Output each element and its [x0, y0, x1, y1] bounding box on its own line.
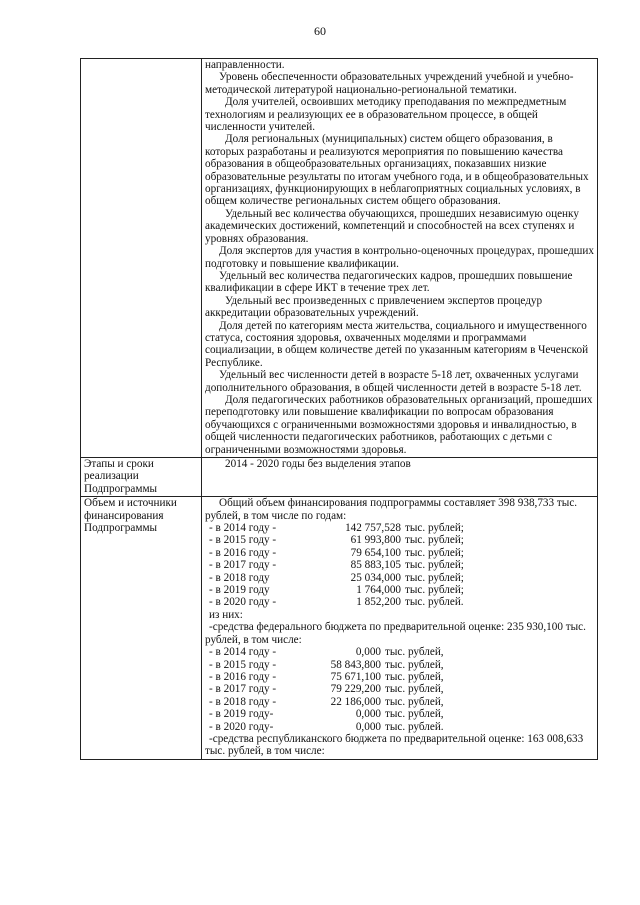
target-indicator-4: Удельный вес количества обучающихся, прошедших независимую оценку академических достижений, компетенций и способностей на всех ступенях и уровнях образования. [205, 207, 579, 245]
federal-year-year: - в 2016 году - [209, 670, 277, 683]
financing-year-year: - в 2017 году - [209, 559, 277, 572]
financing-year-year: - в 2020 году - [209, 596, 277, 609]
federal-year-row [205, 671, 594, 683]
federal-year-unit: тыс. рублей, [385, 646, 444, 659]
financing-of-them: из них: [209, 608, 243, 621]
targets-cell [202, 59, 598, 458]
target-indicator-6: Удельный вес количества педагогических кадров, прошедших повышение квалификации в сфере ИКТ в течение трех лет. [205, 269, 573, 295]
financing-year-unit: тыс. рублей; [405, 534, 464, 547]
federal-year-row [205, 646, 594, 658]
financing-year-amount: 1 852,200 [356, 596, 401, 609]
federal-year-amount: 22 186,000 [330, 695, 381, 708]
republic-intro: -средства республиканского бюджета по предварительной оценке: 163 008,633 тыс. рублей, в том числе: [205, 732, 584, 758]
target-indicator-2: Доля учителей, освоивших методику преподавания по межпредметным технологиям и реализующих ее в образовательном процессе, в общей численности учителей. [205, 96, 567, 134]
financing-year-year: - в 2016 году - [209, 546, 277, 559]
federal-year-amount: 0,000 [355, 646, 381, 659]
stages-value: 2014 - 2020 годы без выделения этапов [225, 458, 411, 470]
financing-year-year: - в 2018 году [209, 571, 270, 584]
target-indicator-1: Уровень обеспеченности образовательных учреждений учебной и учебно-методической литературой национально-региональной тематики. [205, 71, 574, 96]
federal-year-row [205, 696, 594, 708]
financing-label: Объем и источники финансирования Подпрограммы [81, 497, 202, 760]
subprogram-passport-table [80, 58, 598, 760]
financing-year-unit: тыс. рублей. [405, 596, 464, 609]
financing-year-year: - в 2014 году - [209, 522, 277, 535]
federal-year-unit: тыс. рублей, [385, 670, 444, 683]
financing-year-amount: 61 993,800 [350, 534, 401, 547]
financing-year-unit: тыс. рублей; [405, 584, 464, 597]
federal-year-unit: тыс. рублей, [385, 683, 444, 696]
targets-list [205, 71, 594, 456]
financing-year-amount: 79 654,100 [350, 546, 401, 559]
target-indicator-9: Удельный вес численности детей в возрасте 5-18 лет, охваченных услугами дополнительного образования, в общей численности детей в возрасте 5-18 лет. [205, 369, 582, 394]
target-indicator-7: Удельный вес произведенных с привлечением экспертов процедур аккредитации образовательных учреждений. [205, 294, 543, 320]
federal-year-unit: тыс. рублей, [385, 658, 444, 671]
target-indicator-8: Доля детей по категориям места жительства, социального и имущественного статуса, состояния здоровья, охваченных моделями и программами социализации, в общем количестве детей по указанным категориям в Чеченской Республике. [205, 319, 589, 369]
federal-year-unit: тыс. рублей, [385, 695, 444, 708]
financing-intro: Общий объем финансирования подпрограммы составляет 398 938,733 тыс. рублей, в том числе по годам: [205, 497, 578, 522]
financing-year-row [205, 534, 594, 546]
federal-year-year: - в 2017 году - [209, 683, 277, 696]
federal-year-unit: тыс. рублей. [385, 720, 444, 733]
federal-year-unit: тыс. рублей, [385, 708, 444, 721]
financing-year-unit: тыс. рублей; [405, 559, 464, 572]
targets-continuation: направленности. [205, 59, 285, 71]
federal-year-year: - в 2020 году- [209, 720, 274, 733]
federal-year-amount: 79 229,200 [330, 683, 381, 696]
target-indicator-5: Доля экспертов для участия в контрольно-оценочных процедурах, прошедших подготовку и повышение квалификации. [205, 245, 594, 270]
targets-row [81, 59, 598, 458]
financing-year-row [205, 547, 594, 559]
targets-label-cell [81, 59, 202, 458]
financing-year-unit: тыс. рублей; [405, 546, 464, 559]
federal-year-amount: 58 843,800 [330, 658, 381, 671]
federal-year-year: - в 2014 году - [209, 646, 277, 659]
financing-year-row [205, 572, 594, 584]
financing-cell [202, 497, 598, 760]
financing-year-amount: 142 757,528 [345, 522, 401, 535]
financing-year-row [205, 596, 594, 608]
financing-year-row [205, 584, 594, 596]
financing-year-year: - в 2019 году [209, 584, 270, 597]
federal-year-amount: 0,000 [355, 720, 381, 733]
target-indicator-10: Доля педагогических работников образовательных организаций, прошедших переподготовку или повышение квалификации по вопросам образования обучающихся с ограниченными возможностями здоровья и инвалидностью, в общей численности педагогических работников, работающих с детьми с ограниченными возможностями здоровья. [205, 393, 593, 456]
financing-year-row [205, 559, 594, 571]
federal-year-row [205, 708, 594, 720]
page-number: 60 [314, 24, 326, 38]
federal-year-year: - в 2015 году - [209, 658, 277, 671]
federal-year-year: - в 2018 году - [209, 695, 277, 708]
stages-label: Этапы и сроки реализации Подпрограммы [81, 458, 202, 497]
financing-row [81, 497, 598, 760]
financing-year-unit: тыс. рублей; [405, 571, 464, 584]
federal-year-amount: 0,000 [355, 708, 381, 721]
financing-year-amount: 85 883,105 [350, 559, 401, 572]
federal-year-row [205, 721, 594, 733]
federal-year-row [205, 659, 594, 671]
financing-year-row [205, 522, 594, 534]
financing-year-amount: 1 764,000 [356, 584, 401, 597]
financing-years-list [205, 522, 594, 609]
financing-year-year: - в 2015 году - [209, 534, 277, 547]
financing-year-amount: 25 034,000 [350, 571, 401, 584]
stages-row [81, 458, 598, 497]
target-indicator-3: Доля региональных (муниципальных) систем общего образования, в которых разработаны и реализуются мероприятия по повышению качества образования в общеобразовательных организациях, показавших низкие образовательные результаты по итогам учебного года, и в общеобразовательных организациях, функционирующих в неблагоприятных социальных условиях, в общем количестве региональных систем общего образования. [205, 133, 589, 208]
federal-year-row [205, 683, 594, 695]
stages-cell [202, 458, 598, 497]
financing-year-unit: тыс. рублей; [405, 522, 464, 535]
federal-intro: -средства федерального бюджета по предварительной оценке: 235 930,100 тыс. рублей, в том числе: [205, 621, 586, 646]
federal-year-amount: 75 671,100 [330, 670, 381, 683]
federal-year-year: - в 2019 году- [209, 708, 274, 721]
federal-years-list [205, 646, 594, 733]
